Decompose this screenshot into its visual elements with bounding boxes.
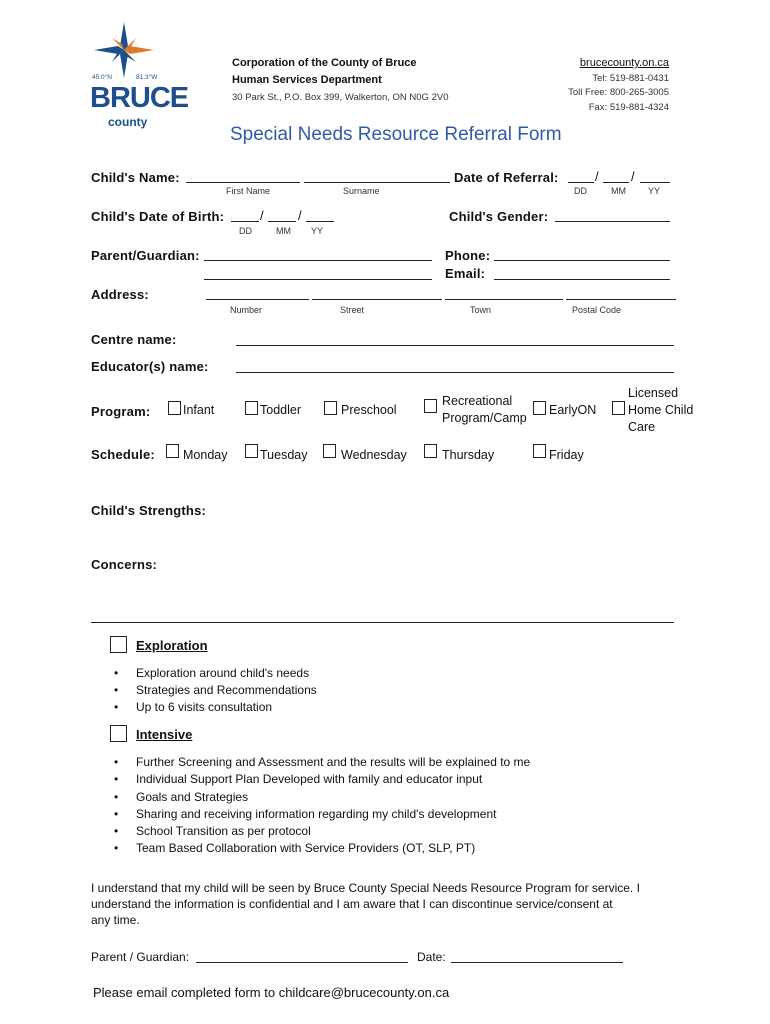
monday-label: Monday — [183, 448, 228, 462]
wednesday-checkbox[interactable] — [323, 444, 336, 458]
date-signature-field[interactable] — [451, 962, 623, 963]
exploration-item: • Up to 6 visits consultation — [136, 700, 272, 714]
parent-signature-label: Parent / Guardian: — [91, 950, 190, 964]
slash: / — [260, 208, 264, 223]
number-caption: Number — [230, 305, 263, 315]
compass-star-icon — [94, 22, 154, 78]
earlyon-label: EarlyON — [549, 403, 597, 417]
intensive-item: • Individual Support Plan Developed with family and educator input — [136, 772, 482, 786]
parent-signature-field[interactable] — [196, 962, 408, 963]
licensed-checkbox[interactable] — [612, 401, 625, 415]
logo — [88, 22, 189, 132]
address-number-field[interactable] — [206, 299, 309, 300]
phone-label: Phone: — [445, 248, 491, 263]
infant-label: Infant — [183, 403, 215, 417]
footer-email-note: Please email completed form to childcare@brucecounty.on.ca — [93, 985, 450, 1000]
parent-field-1[interactable] — [204, 260, 432, 261]
recreational-label-1: Recreational — [442, 394, 513, 408]
preschool-checkbox[interactable] — [324, 401, 337, 415]
referral-dd-caption: DD — [574, 186, 587, 196]
header-website[interactable]: brucecounty.on.ca — [579, 57, 669, 69]
surname-caption: Surname — [343, 186, 380, 196]
tuesday-checkbox[interactable] — [245, 444, 258, 458]
form-title: Special Needs Resource Referral Form — [230, 124, 562, 145]
concerns-label: Concerns: — [91, 557, 158, 572]
concerns-divider — [91, 622, 674, 623]
consent-line-3: any time. — [91, 913, 140, 927]
centre-label: Centre name: — [91, 332, 177, 347]
header-tel: Tel: 519-881-0431 — [592, 73, 669, 84]
address-postal-field[interactable] — [566, 299, 676, 300]
referral-dd-field[interactable] — [568, 182, 594, 183]
toddler-label: Toddler — [260, 403, 301, 417]
postal-caption: Postal Code — [572, 305, 622, 315]
child-name-label: Child's Name: — [91, 170, 180, 185]
educator-label: Educator(s) name: — [91, 359, 209, 374]
intensive-item: • Sharing and receiving information regarding my child's development — [136, 807, 497, 821]
dob-dd-caption: DD — [239, 226, 252, 236]
logo-sub: county — [108, 115, 148, 129]
thursday-label: Thursday — [442, 448, 495, 462]
intensive-checkbox[interactable] — [110, 725, 127, 742]
dob-yy-field[interactable] — [306, 221, 334, 222]
intensive-title: Intensive — [136, 727, 193, 742]
parent-field-2[interactable] — [204, 279, 432, 280]
friday-checkbox[interactable] — [533, 444, 546, 458]
strengths-label: Child's Strengths: — [91, 503, 207, 518]
header-org: Corporation of the County of Bruce — [232, 57, 417, 69]
toddler-checkbox[interactable] — [245, 401, 258, 415]
consent-line-2: understand the information is confidential and I am aware that I can discontinue service/consent at — [91, 897, 613, 911]
licensed-label-2: Home Child — [628, 403, 694, 417]
schedule-label: Schedule: — [91, 447, 155, 462]
street-caption: Street — [340, 305, 365, 315]
date-referral-label: Date of Referral: — [454, 170, 559, 185]
slash: / — [595, 169, 599, 184]
intensive-item: • School Transition as per protocol — [136, 824, 311, 838]
consent-line-1: I understand that my child will be seen by Bruce County Special Needs Resource Program for service. I — [91, 881, 640, 895]
surname-field[interactable] — [304, 182, 450, 183]
exploration-title: Exploration — [136, 638, 208, 653]
thursday-checkbox[interactable] — [424, 444, 437, 458]
exploration-item: • Exploration around child's needs — [136, 666, 309, 680]
intensive-item: • Team Based Collaboration with Service Providers (OT, SLP, PT) — [136, 841, 475, 855]
header-address: 30 Park St., P.O. Box 399, Walkerton, ON N0G 2V0 — [232, 92, 449, 103]
recreational-label-2: Program/Camp — [442, 411, 527, 425]
logo-lat: 45.0°N — [92, 74, 112, 81]
dob-mm-caption: MM — [276, 226, 291, 236]
tuesday-label: Tuesday — [260, 448, 308, 462]
address-label: Address: — [91, 287, 149, 302]
referral-yy-field[interactable] — [640, 182, 670, 183]
header-tollfree: Toll Free: 800-265-3005 — [568, 87, 669, 98]
logo-name: BRUCE — [90, 82, 189, 114]
exploration-checkbox[interactable] — [110, 636, 127, 653]
wednesday-label: Wednesday — [341, 448, 407, 462]
intensive-item: • Goals and Strategies — [136, 790, 248, 804]
address-street-field[interactable] — [312, 299, 442, 300]
header-dept: Human Services Department — [232, 74, 382, 86]
preschool-label: Preschool — [341, 403, 397, 417]
email-field[interactable] — [494, 279, 670, 280]
slash: / — [298, 208, 302, 223]
address-town-field[interactable] — [445, 299, 563, 300]
phone-field[interactable] — [494, 260, 670, 261]
referral-yy-caption: YY — [648, 186, 661, 196]
parent-label: Parent/Guardian: — [91, 248, 200, 263]
program-label: Program: — [91, 404, 151, 419]
child-dob-label: Child's Date of Birth: — [91, 209, 225, 224]
intensive-item: • Further Screening and Assessment and the results will be explained to me — [136, 755, 530, 769]
infant-checkbox[interactable] — [168, 401, 181, 415]
slash: / — [631, 169, 635, 184]
licensed-label-3: Care — [628, 420, 656, 434]
first-name-caption: First Name — [226, 186, 271, 196]
header-fax: Fax: 519-881-4324 — [588, 102, 669, 113]
date-signature-label: Date: — [417, 950, 446, 964]
dob-mm-field[interactable] — [268, 221, 296, 222]
centre-field[interactable] — [236, 345, 674, 346]
email-label: Email: — [445, 266, 486, 281]
friday-label: Friday — [549, 448, 584, 462]
gender-field[interactable] — [555, 221, 670, 222]
earlyon-checkbox[interactable] — [533, 401, 546, 415]
recreational-checkbox[interactable] — [424, 399, 437, 413]
logo-lon: 81.3°W — [136, 74, 158, 81]
exploration-item: • Strategies and Recommendations — [136, 683, 317, 697]
licensed-label-1: Licensed — [628, 386, 679, 400]
dob-yy-caption: YY — [311, 226, 324, 236]
first-name-field[interactable] — [186, 182, 300, 183]
town-caption: Town — [470, 305, 492, 315]
referral-mm-caption: MM — [611, 186, 626, 196]
dob-dd-field[interactable] — [231, 221, 259, 222]
monday-checkbox[interactable] — [166, 444, 179, 458]
child-gender-label: Child's Gender: — [449, 209, 549, 224]
referral-mm-field[interactable] — [603, 182, 629, 183]
educator-field[interactable] — [236, 372, 674, 373]
